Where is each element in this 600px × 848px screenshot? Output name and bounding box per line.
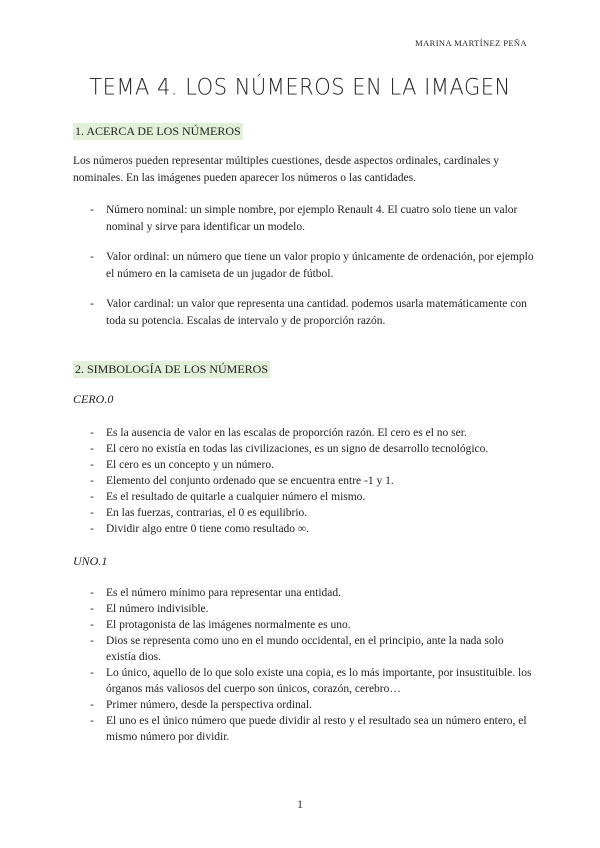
list-item: - El protagonista de las imágenes normalmente es uno. — [73, 617, 535, 633]
list-item: - En las fuerzas, contrarias, el 0 es equilibrio. — [73, 505, 535, 521]
page-number: 1 — [297, 799, 303, 811]
list-item: - Dios se representa como uno en el mundo occidental, en el principio, ante la nada solo existía dios. — [73, 633, 535, 665]
subheading-uno: UNO.1 — [73, 554, 108, 568]
list-item: - Valor cardinal: un valor que representa una cantidad. podemos usarla matemáticamente con toda su potencia. Escalas de intervalo y de proporción razón. — [73, 296, 535, 329]
list-item: - Es el resultado de quitarle a cualquier número el mismo. — [73, 489, 535, 505]
section-2-heading: 2. SIMBOLOGÍA DE LOS NÚMEROS — [75, 362, 269, 376]
author-name: MARINA MARTÍNEZ PEÑA — [415, 38, 527, 48]
list-item: - Elemento del conjunto ordenado que se encuentra entre -1 y 1. — [73, 473, 535, 489]
list-item: - El número indivisible. — [73, 601, 535, 617]
subheading-cero: CERO.0 — [73, 392, 114, 406]
list-item: - Es el número mínimo para representar una entidad. — [73, 585, 535, 601]
list-item: - Número nominal: un simple nombre, por ejemplo Renault 4. El cuatro solo tiene un valor nominal y sirve para identificar un modelo. — [73, 202, 535, 235]
list-item: - El uno es el único número que puede dividir al resto y el resultado sea un número entero, el mismo número por dividir. — [73, 713, 535, 745]
section-1-heading: 1. ACERCA DE LOS NÚMEROS — [75, 124, 241, 138]
list-item: - Lo único, aquello de lo que solo existe una copia, es lo más importante, por insustituible. los órganos más valiosos del cuerpo son únicos, corazón, cerebro… — [73, 665, 535, 697]
section-1-list — [73, 202, 535, 343]
list-item: - Es la ausencia de valor en las escalas de proporción razón. El cero es el no ser. — [73, 425, 535, 441]
page-title: TEMA 4. LOS NÚMEROS EN LA IMAGEN — [89, 74, 511, 100]
list-item: - Dividir algo entre 0 tiene como resultado ∞. — [73, 521, 535, 537]
section-1-intro: Los números pueden representar múltiples cuestiones, desde aspectos ordinales, cardinales y nominales. En las imágenes pueden aparecer los números o las cantidades. — [73, 155, 500, 184]
list-item: - El cero es un concepto y un número. — [73, 457, 535, 473]
uno-list — [73, 585, 535, 745]
list-item: - Valor ordinal: un número que tiene un valor propio y únicamente de ordenación, por ejemplo el número en la camiseta de un jugador de fútbol. — [73, 249, 535, 282]
cero-list — [73, 425, 535, 537]
list-item: - El cero no existía en todas las civilizaciones, es un signo de desarrollo tecnológico. — [73, 441, 535, 457]
list-item: - Primer número, desde la perspectiva ordinal. — [73, 697, 535, 713]
